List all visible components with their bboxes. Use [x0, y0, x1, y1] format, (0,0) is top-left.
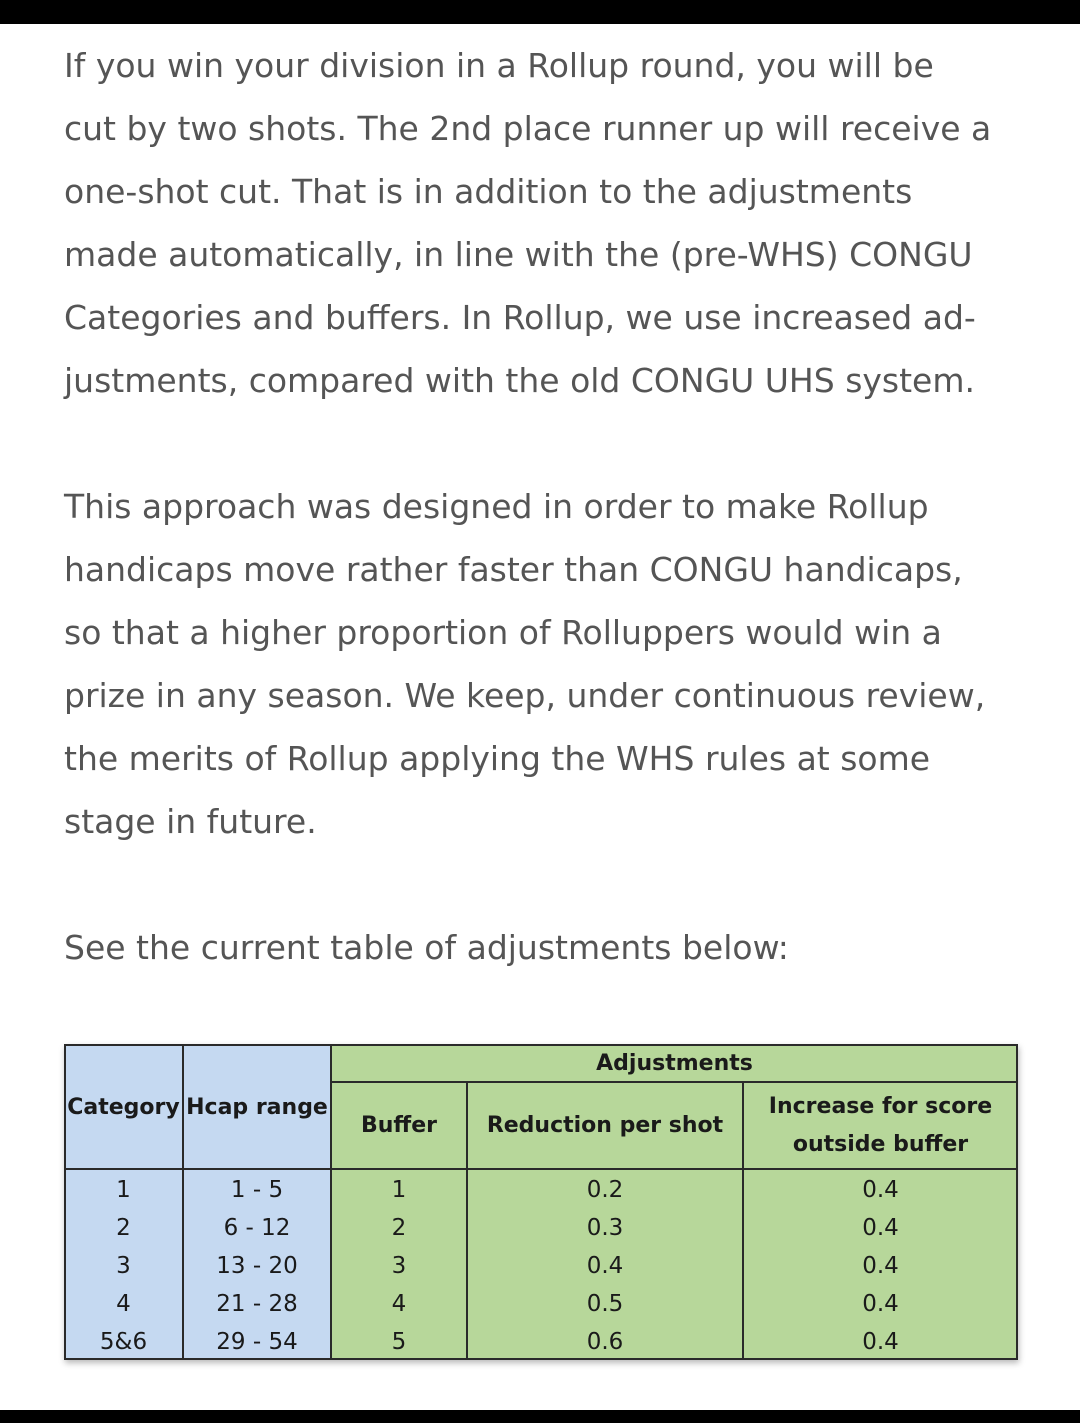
cell-increase: 0.4: [862, 1328, 899, 1355]
text-line: If you win your division in a Rollup round, you will be: [64, 46, 934, 85]
text-line: made automatically, in line with the (pre-WHS) CONGU: [64, 235, 973, 274]
table-line-col1: [182, 1044, 184, 1360]
cell-reduction: 0.6: [586, 1328, 624, 1355]
table-border-bottom: [64, 1358, 1018, 1360]
adjustments-table: [64, 1044, 1018, 1360]
table-border-left: [64, 1044, 66, 1360]
header-increase-line2: outside buffer: [792, 1132, 969, 1157]
cell-category: 1: [116, 1177, 131, 1203]
text-line: so that a higher proportion of Rolluppers would win a: [64, 613, 942, 652]
table-border-right: [1016, 1044, 1018, 1360]
header-increase-line1: Increase for score: [768, 1094, 993, 1119]
cell-buffer: 1: [391, 1177, 407, 1203]
table-line-col2: [330, 1044, 332, 1360]
header-category: Category: [67, 1095, 180, 1120]
cell-hcap-range: 1 - 5: [230, 1177, 284, 1203]
cell-increase: 0.4: [862, 1253, 899, 1279]
header-buffer: Buffer: [360, 1112, 438, 1138]
top-status-bar: [0, 0, 1080, 24]
cell-increase: 0.4: [862, 1291, 899, 1317]
header-adjustments: Adjustments: [596, 1050, 753, 1076]
cell-reduction: 0.3: [586, 1215, 624, 1241]
cell-reduction: 0.2: [586, 1177, 624, 1203]
text-line: See the current table of adjustments below:: [64, 928, 789, 967]
text-line: the merits of Rollup applying the WHS rules at some: [64, 739, 931, 778]
paragraph-table-intro: [64, 916, 1034, 979]
cell-category: 2: [116, 1215, 131, 1241]
cell-hcap-range: 21 - 28: [216, 1291, 298, 1317]
cell-buffer: 2: [391, 1215, 407, 1241]
cell-increase: 0.4: [862, 1177, 899, 1203]
table-line-adjustments-under: [331, 1081, 1018, 1083]
table-line-col3: [466, 1081, 468, 1360]
cell-increase: 0.4: [862, 1215, 899, 1241]
text-line: justments, compared with the old CONGU UHS system.: [64, 361, 975, 400]
cell-buffer: 3: [391, 1253, 407, 1279]
header-hcap-range: Hcap range: [186, 1095, 328, 1120]
header-increase-outside-buffer: [743, 1084, 1018, 1168]
cell-category: 3: [116, 1253, 131, 1279]
table-line-col4: [742, 1081, 744, 1360]
table-line-header-under: [64, 1168, 1018, 1170]
cell-buffer: 4: [391, 1291, 407, 1317]
text-line: Categories and buffers. In Rollup, we use increased ad-: [64, 298, 976, 337]
header-reduction-per-shot: Reduction per shot: [486, 1112, 724, 1138]
text-line: cut by two shots. The 2nd place runner up will receive a: [64, 109, 992, 148]
cell-hcap-range: 13 - 20: [216, 1253, 298, 1279]
cell-category: 5&6: [99, 1328, 148, 1355]
cell-reduction: 0.5: [586, 1291, 624, 1317]
paragraph-approach: [64, 475, 1034, 853]
cell-hcap-range: 29 - 54: [216, 1328, 298, 1355]
text-line: prize in any season. We keep, under continuous review,: [64, 676, 986, 715]
cell-buffer: 5: [391, 1328, 407, 1355]
text-line: This approach was designed in order to make Rollup: [64, 487, 929, 526]
text-line: stage in future.: [64, 802, 317, 841]
text-line: one-shot cut. That is in addition to the adjustments: [64, 172, 913, 211]
bottom-nav-bar: [0, 1410, 1080, 1423]
text-line: handicaps move rather faster than CONGU handicaps,: [64, 550, 963, 589]
cell-category: 4: [116, 1291, 131, 1317]
cell-reduction: 0.4: [586, 1253, 624, 1279]
paragraph-rollup-cuts: [64, 34, 1034, 412]
cell-hcap-range: 6 - 12: [223, 1215, 291, 1241]
table-border-top: [64, 1044, 1018, 1046]
